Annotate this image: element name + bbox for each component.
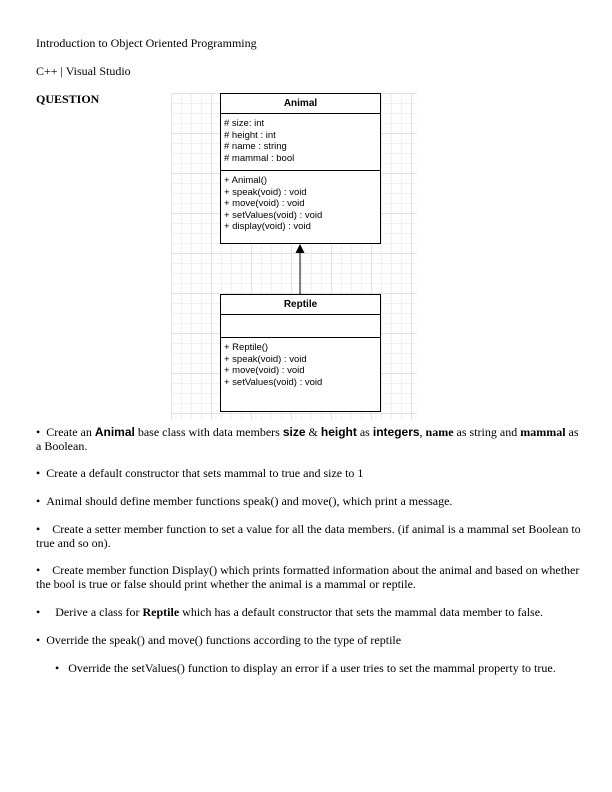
attribute-row: # size: int [224, 118, 265, 129]
attribute-row: # mammal : bool [224, 152, 295, 164]
bullet-mark: • [36, 466, 41, 480]
question-label: QUESTION [36, 92, 100, 106]
bullet-mark: • [36, 522, 41, 536]
keyword-integers: integers [372, 425, 420, 439]
keyword-size: size [282, 425, 306, 439]
keyword-mammal: mammal [520, 425, 566, 439]
bullet-mark: • [55, 661, 60, 675]
requirement-bullet-3 [36, 495, 581, 509]
text: base class with data members [134, 425, 283, 439]
text: as string and [453, 425, 521, 439]
bullet-mark: • [36, 605, 41, 619]
animal-class-box [220, 93, 381, 244]
attribute-row: # name : string [224, 141, 287, 153]
text: Derive a class for [55, 605, 143, 619]
reptile-methods [221, 338, 380, 392]
requirement-bullet-4 [36, 523, 581, 550]
inheritance-arrow [292, 244, 308, 295]
bullet-text: Override the speak() and move() functions according to the type of reptile [46, 633, 402, 647]
document-title: Introduction to Object Oriented Programming [36, 36, 257, 50]
keyword-height: height [320, 425, 357, 439]
reptile-class-box [220, 294, 381, 412]
requirement-bullet-1 [36, 426, 581, 453]
attribute-row: # height : int [224, 129, 276, 141]
method-row: + move(void) : void [224, 365, 305, 377]
bullet-text: Create a default constructor that sets mammal to true and size to 1 [46, 466, 364, 480]
reptile-class-name: Reptile [221, 295, 380, 315]
method-row: + display(void) : void [224, 221, 311, 233]
text: as a Boolean. [36, 425, 579, 453]
animal-methods [221, 171, 380, 237]
animal-class-name: Animal [221, 94, 380, 114]
method-row: + speak(void) : void [224, 186, 307, 198]
requirement-bullet-5 [36, 564, 581, 591]
method-row: + setValues(void) : void [224, 376, 323, 388]
document-subtitle: C++ | Visual Studio [36, 64, 131, 78]
method-row: + setValues(void) : void [224, 209, 323, 221]
bullet-text: Create a setter member function to set a value for all the data members. (if animal is a mammal set Boolean to true and so on). [36, 522, 581, 550]
text: , [419, 425, 426, 439]
method-row: + Animal() [224, 175, 268, 186]
requirement-bullet-8 [55, 662, 575, 676]
animal-attributes [221, 114, 380, 171]
bullet-mark: • [36, 563, 41, 577]
requirement-bullet-6 [36, 606, 581, 620]
reptile-attributes [221, 315, 380, 338]
requirement-bullet-7 [36, 634, 581, 648]
method-row: + speak(void) : void [224, 353, 307, 365]
text: Create an [46, 425, 95, 439]
bullet-mark: • [36, 633, 41, 647]
text: & [305, 425, 321, 439]
bullet-text: Override the setValues() function to display an error if a user tries to set the mammal property to true. [68, 661, 556, 675]
requirement-bullet-2 [36, 467, 581, 481]
method-row: + move(void) : void [224, 198, 305, 210]
keyword-name: name [425, 425, 454, 439]
text: which has a default constructor that sets the mammal data member to false. [179, 605, 544, 619]
bullet-text: Create member function Display() which prints formatted information about the animal and based on whether the bool is true or false should print whether the animal is a mammal or reptile. [36, 563, 580, 591]
text: as [356, 425, 373, 439]
keyword-reptile: Reptile [142, 605, 180, 619]
keyword-animal: Animal [94, 425, 135, 439]
bullet-mark: • [36, 425, 41, 439]
bullet-mark: • [36, 494, 41, 508]
bullet-text: Animal should define member functions speak() and move(), which print a message. [46, 494, 453, 508]
method-row: + Reptile() [224, 342, 269, 353]
